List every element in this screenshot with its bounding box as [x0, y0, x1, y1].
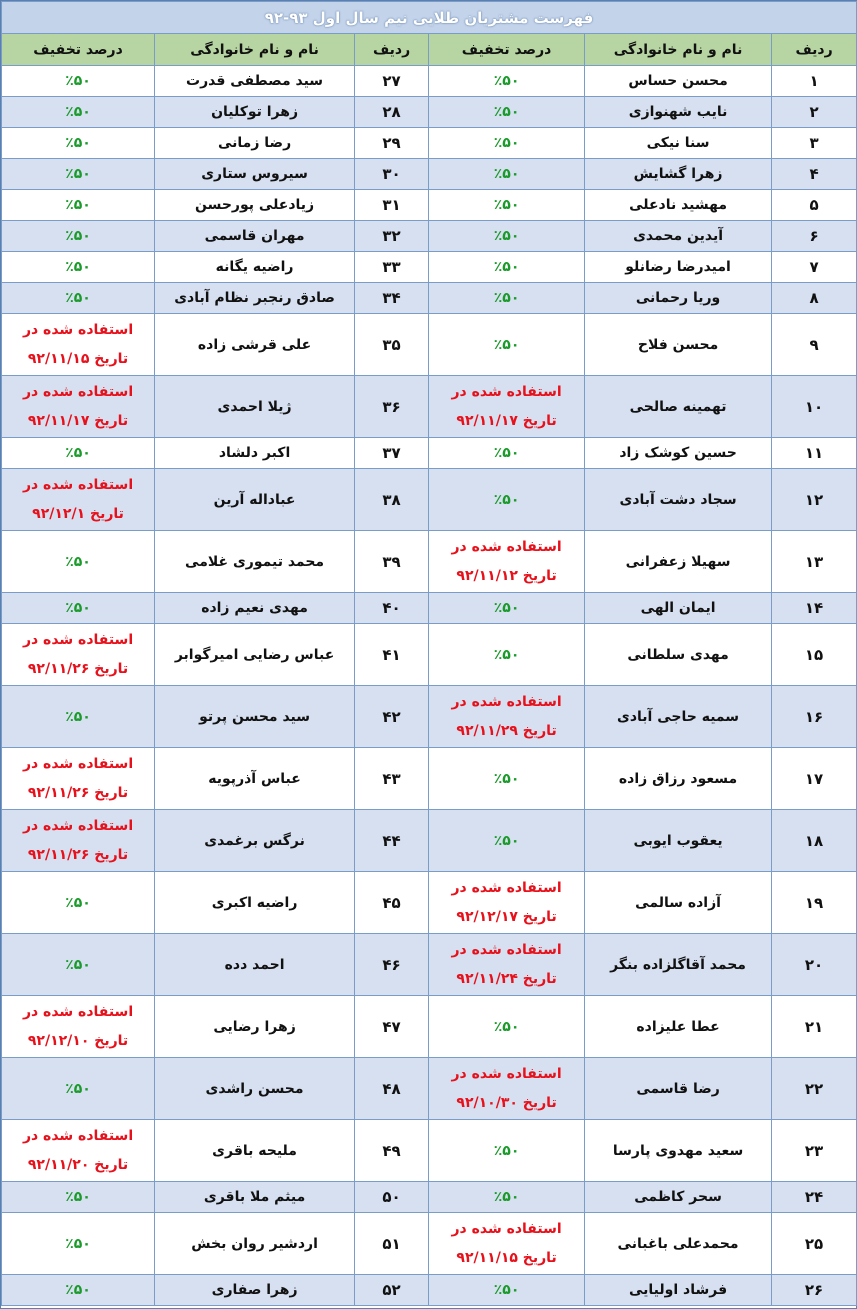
discount-cell-2: ٪۵۰ — [2, 934, 155, 996]
discount-cell — [429, 1058, 585, 1120]
row-number-cell-2: ۵۱ — [355, 1213, 429, 1275]
name-cell-2: اکبر دلشاد — [155, 438, 355, 469]
row-number-cell: ۳ — [772, 128, 857, 159]
discount-cell: ٪۵۰ — [429, 283, 585, 314]
discount-cell-2: ٪۵۰ — [2, 66, 155, 97]
row-number-cell-2: ۲۸ — [355, 97, 429, 128]
row-number-cell-2: ۵۲ — [355, 1275, 429, 1306]
used-date: تاریخ ۹۲/۱۱/۱۵ — [456, 1249, 557, 1266]
table-row — [2, 872, 857, 934]
discount-cell-2 — [2, 376, 155, 438]
used-date: تاریخ ۹۲/۱۱/۲۰ — [27, 1156, 129, 1173]
table-body — [2, 66, 857, 1306]
row-number-cell-2: ۴۰ — [355, 593, 429, 624]
row-number-cell-2: ۴۵ — [355, 872, 429, 934]
name-cell-2: راضیه اکبری — [155, 872, 355, 934]
row-number-cell: ۲۴ — [772, 1182, 857, 1213]
name-cell-2: ملیحه باقری — [155, 1120, 355, 1182]
discount-cell — [429, 686, 585, 748]
table-row — [2, 159, 857, 190]
name-cell-2: مهران قاسمی — [155, 221, 355, 252]
table-row — [2, 1275, 857, 1306]
table-row — [2, 748, 857, 810]
used-label: استفاده شده در — [22, 321, 134, 338]
discount-cell-2: ٪۵۰ — [2, 531, 155, 593]
discount-cell-2: ٪۵۰ — [2, 128, 155, 159]
used-date: تاریخ ۹۲/۱۱/۲۴ — [456, 970, 557, 987]
table-row — [2, 314, 857, 376]
row-number-cell-2: ۴۶ — [355, 934, 429, 996]
name-cell: محمد آقاگلزاده بنگر — [585, 934, 772, 996]
name-cell: محسن فلاح — [585, 314, 772, 376]
discount-cell — [429, 872, 585, 934]
name-cell: تهمینه صالحی — [585, 376, 772, 438]
row-number-cell-2: ۳۱ — [355, 190, 429, 221]
header-row-number-2: ردیف — [355, 34, 429, 66]
discount-cell-2: ٪۵۰ — [2, 1213, 155, 1275]
table-row — [2, 1120, 857, 1182]
discount-cell — [429, 1213, 585, 1275]
name-cell: سهیلا زعفرانی — [585, 531, 772, 593]
name-cell: زهرا گشایش — [585, 159, 772, 190]
row-number-cell: ۱۲ — [772, 469, 857, 531]
discount-cell-2 — [2, 810, 155, 872]
discount-cell-2: ٪۵۰ — [2, 593, 155, 624]
used-label: استفاده شده در — [451, 1220, 562, 1237]
discount-cell — [429, 376, 585, 438]
name-cell-2: ژیلا احمدی — [155, 376, 355, 438]
row-number-cell-2: ۳۲ — [355, 221, 429, 252]
name-cell: وریا رحمانی — [585, 283, 772, 314]
gold-customers-table — [1, 1, 857, 1306]
discount-cell: ٪۵۰ — [429, 159, 585, 190]
row-number-cell: ۱۸ — [772, 810, 857, 872]
used-date: تاریخ ۹۲/۱۲/۱ — [32, 505, 124, 522]
used-date: تاریخ ۹۲/۱۱/۲۶ — [27, 784, 129, 801]
discount-cell-2: ٪۵۰ — [2, 1275, 155, 1306]
used-label: استفاده شده در — [451, 941, 562, 958]
row-number-cell: ۷ — [772, 252, 857, 283]
row-number-cell: ۶ — [772, 221, 857, 252]
row-number-cell-2: ۴۳ — [355, 748, 429, 810]
name-cell-2: رضا زمانی — [155, 128, 355, 159]
discount-cell: ٪۵۰ — [429, 190, 585, 221]
discount-cell-2: ٪۵۰ — [2, 159, 155, 190]
discount-cell: ٪۵۰ — [429, 996, 585, 1058]
row-number-cell-2: ۴۲ — [355, 686, 429, 748]
used-label: استفاده شده در — [451, 1065, 562, 1082]
header-discount: درصد تخفیف — [429, 34, 585, 66]
table-row — [2, 252, 857, 283]
discount-cell: ٪۵۰ — [429, 66, 585, 97]
row-number-cell: ۲ — [772, 97, 857, 128]
table-row — [2, 686, 857, 748]
discount-cell: ٪۵۰ — [429, 1182, 585, 1213]
table-row — [2, 283, 857, 314]
used-date: تاریخ ۹۲/۱۲/۱۰ — [27, 1032, 129, 1049]
row-number-cell: ۸ — [772, 283, 857, 314]
row-number-cell-2: ۵۰ — [355, 1182, 429, 1213]
name-cell-2: عباداله آرین — [155, 469, 355, 531]
name-cell-2: عباس آذرپویه — [155, 748, 355, 810]
row-number-cell: ۱۶ — [772, 686, 857, 748]
name-cell-2: صادق رنجبر نظام آبادی — [155, 283, 355, 314]
discount-cell-2 — [2, 748, 155, 810]
discount-cell-2 — [2, 469, 155, 531]
discount-cell-2: ٪۵۰ — [2, 97, 155, 128]
name-cell: مسعود رزاق زاده — [585, 748, 772, 810]
discount-cell-2 — [2, 996, 155, 1058]
name-cell: مهشید نادعلی — [585, 190, 772, 221]
discount-cell: ٪۵۰ — [429, 748, 585, 810]
row-number-cell: ۱۵ — [772, 624, 857, 686]
name-cell: یعقوب ایوبی — [585, 810, 772, 872]
table-row — [2, 996, 857, 1058]
used-label: استفاده شده در — [22, 1127, 134, 1144]
table-row — [2, 1213, 857, 1275]
used-label: استفاده شده در — [451, 538, 562, 555]
discount-cell: ٪۵۰ — [429, 1120, 585, 1182]
name-cell-2: مهدی نعیم زاده — [155, 593, 355, 624]
discount-cell-2: ٪۵۰ — [2, 686, 155, 748]
row-number-cell: ۱۰ — [772, 376, 857, 438]
row-number-cell-2: ۳۳ — [355, 252, 429, 283]
name-cell-2: علی قرشی زاده — [155, 314, 355, 376]
name-cell: ایمان الهی — [585, 593, 772, 624]
table-row — [2, 128, 857, 159]
name-cell-2: زهرا توکلیان — [155, 97, 355, 128]
used-date: تاریخ ۹۲/۱۱/۱۵ — [27, 350, 129, 367]
used-label: استفاده شده در — [451, 383, 562, 400]
used-date: تاریخ ۹۲/۱۰/۳۰ — [456, 1094, 557, 1111]
used-label: استفاده شده در — [22, 631, 134, 648]
discount-cell-2: ٪۵۰ — [2, 1058, 155, 1120]
name-cell-2: سید مصطفی قدرت — [155, 66, 355, 97]
name-cell: آزاده سالمی — [585, 872, 772, 934]
row-number-cell-2: ۳۹ — [355, 531, 429, 593]
discount-cell-2: ٪۵۰ — [2, 190, 155, 221]
discount-cell: ٪۵۰ — [429, 810, 585, 872]
discount-cell-2: ٪۵۰ — [2, 438, 155, 469]
row-number-cell-2: ۳۵ — [355, 314, 429, 376]
row-number-cell: ۲۰ — [772, 934, 857, 996]
name-cell-2: سید محسن پرتو — [155, 686, 355, 748]
discount-cell — [429, 934, 585, 996]
table-row — [2, 593, 857, 624]
used-date: تاریخ ۹۲/۱۱/۲۶ — [27, 846, 129, 863]
row-number-cell: ۱۷ — [772, 748, 857, 810]
discount-cell: ٪۵۰ — [429, 221, 585, 252]
table-row — [2, 1058, 857, 1120]
discount-cell-2: ٪۵۰ — [2, 221, 155, 252]
row-number-cell: ۲۲ — [772, 1058, 857, 1120]
table-row — [2, 438, 857, 469]
table-row — [2, 66, 857, 97]
row-number-cell: ۲۳ — [772, 1120, 857, 1182]
discount-cell-2 — [2, 314, 155, 376]
name-cell-2: سیروس ستاری — [155, 159, 355, 190]
name-cell: مهدی سلطانی — [585, 624, 772, 686]
row-number-cell: ۱۱ — [772, 438, 857, 469]
row-number-cell: ۲۵ — [772, 1213, 857, 1275]
name-cell: نایب شهنوازی — [585, 97, 772, 128]
row-number-cell: ۵ — [772, 190, 857, 221]
used-date: تاریخ ۹۲/۱۱/۱۲ — [456, 567, 557, 584]
row-number-cell: ۲۱ — [772, 996, 857, 1058]
used-date: تاریخ ۹۲/۱۱/۲۶ — [27, 660, 129, 677]
row-number-cell-2: ۳۰ — [355, 159, 429, 190]
row-number-cell: ۱۴ — [772, 593, 857, 624]
used-date: تاریخ ۹۲/۱۲/۱۷ — [456, 908, 557, 925]
name-cell-2: میثم ملا باقری — [155, 1182, 355, 1213]
name-cell: سجاد دشت آبادی — [585, 469, 772, 531]
discount-cell: ٪۵۰ — [429, 128, 585, 159]
row-number-cell: ۹ — [772, 314, 857, 376]
used-label: استفاده شده در — [22, 476, 134, 493]
used-label: استفاده شده در — [451, 693, 562, 710]
name-cell-2: احمد دده — [155, 934, 355, 996]
name-cell: فرشاد اولیایی — [585, 1275, 772, 1306]
table-row — [2, 1182, 857, 1213]
name-cell-2: نرگس برغمدی — [155, 810, 355, 872]
used-label: استفاده شده در — [22, 383, 134, 400]
name-cell-2: اردشیر روان بخش — [155, 1213, 355, 1275]
table-row — [2, 469, 857, 531]
name-cell-2: عباس رضایی امیرگوابر — [155, 624, 355, 686]
used-date: تاریخ ۹۲/۱۱/۱۷ — [27, 412, 129, 429]
table-title: فهرست مشتریان طلایی نیم سال اول ۹۳-۹۲ — [2, 2, 857, 34]
name-cell: محمدعلی باغبانی — [585, 1213, 772, 1275]
row-number-cell: ۱۳ — [772, 531, 857, 593]
table-row — [2, 531, 857, 593]
name-cell: عطا علیزاده — [585, 996, 772, 1058]
table-row — [2, 934, 857, 996]
discount-cell: ٪۵۰ — [429, 1275, 585, 1306]
header-row-number: ردیف — [772, 34, 857, 66]
discount-cell — [429, 531, 585, 593]
discount-cell-2: ٪۵۰ — [2, 1182, 155, 1213]
discount-cell: ٪۵۰ — [429, 314, 585, 376]
name-cell: سنا نیکی — [585, 128, 772, 159]
row-number-cell: ۴ — [772, 159, 857, 190]
discount-cell-2: ٪۵۰ — [2, 872, 155, 934]
discount-cell-2 — [2, 624, 155, 686]
row-number-cell: ۱ — [772, 66, 857, 97]
used-date: تاریخ ۹۲/۱۱/۲۹ — [456, 722, 557, 739]
used-label: استفاده شده در — [451, 879, 562, 896]
row-number-cell: ۱۹ — [772, 872, 857, 934]
header-name-2: نام و نام خانوادگی — [155, 34, 355, 66]
row-number-cell-2: ۳۶ — [355, 376, 429, 438]
name-cell: محسن حساس — [585, 66, 772, 97]
row-number-cell-2: ۳۷ — [355, 438, 429, 469]
row-number-cell-2: ۴۹ — [355, 1120, 429, 1182]
name-cell-2: محمد تیموری غلامی — [155, 531, 355, 593]
table-row — [2, 810, 857, 872]
row-number-cell-2: ۴۱ — [355, 624, 429, 686]
name-cell: آیدین محمدی — [585, 221, 772, 252]
row-number-cell-2: ۲۷ — [355, 66, 429, 97]
row-number-cell: ۲۶ — [772, 1275, 857, 1306]
table-row — [2, 376, 857, 438]
row-number-cell-2: ۳۸ — [355, 469, 429, 531]
discount-cell-2: ٪۵۰ — [2, 283, 155, 314]
row-number-cell-2: ۳۴ — [355, 283, 429, 314]
row-number-cell-2: ۴۸ — [355, 1058, 429, 1120]
header-discount-2: درصد تخفیف — [2, 34, 155, 66]
discount-cell: ٪۵۰ — [429, 252, 585, 283]
name-cell: سعید مهدوی پارسا — [585, 1120, 772, 1182]
discount-cell: ٪۵۰ — [429, 469, 585, 531]
table-row — [2, 221, 857, 252]
table-row — [2, 97, 857, 128]
table-row — [2, 190, 857, 221]
name-cell: حسین کوشک زاد — [585, 438, 772, 469]
name-cell-2: زیادعلی پورحسن — [155, 190, 355, 221]
name-cell: امیدرضا رضانلو — [585, 252, 772, 283]
header-name: نام و نام خانوادگی — [585, 34, 772, 66]
name-cell: سحر کاظمی — [585, 1182, 772, 1213]
name-cell-2: راضیه یگانه — [155, 252, 355, 283]
row-number-cell-2: ۴۴ — [355, 810, 429, 872]
used-label: استفاده شده در — [22, 755, 134, 772]
name-cell-2: محسن راشدی — [155, 1058, 355, 1120]
used-label: استفاده شده در — [22, 1003, 134, 1020]
discount-cell-2 — [2, 1120, 155, 1182]
name-cell: سمیه حاجی آبادی — [585, 686, 772, 748]
row-number-cell-2: ۲۹ — [355, 128, 429, 159]
row-number-cell-2: ۴۷ — [355, 996, 429, 1058]
name-cell-2: زهرا رضایی — [155, 996, 355, 1058]
discount-cell: ٪۵۰ — [429, 97, 585, 128]
discount-cell: ٪۵۰ — [429, 438, 585, 469]
discount-cell: ٪۵۰ — [429, 624, 585, 686]
table-row — [2, 624, 857, 686]
name-cell: رضا قاسمی — [585, 1058, 772, 1120]
discount-cell-2: ٪۵۰ — [2, 252, 155, 283]
used-label: استفاده شده در — [22, 817, 134, 834]
used-date: تاریخ ۹۲/۱۱/۱۷ — [456, 412, 557, 429]
discount-cell: ٪۵۰ — [429, 593, 585, 624]
name-cell-2: زهرا صفاری — [155, 1275, 355, 1306]
